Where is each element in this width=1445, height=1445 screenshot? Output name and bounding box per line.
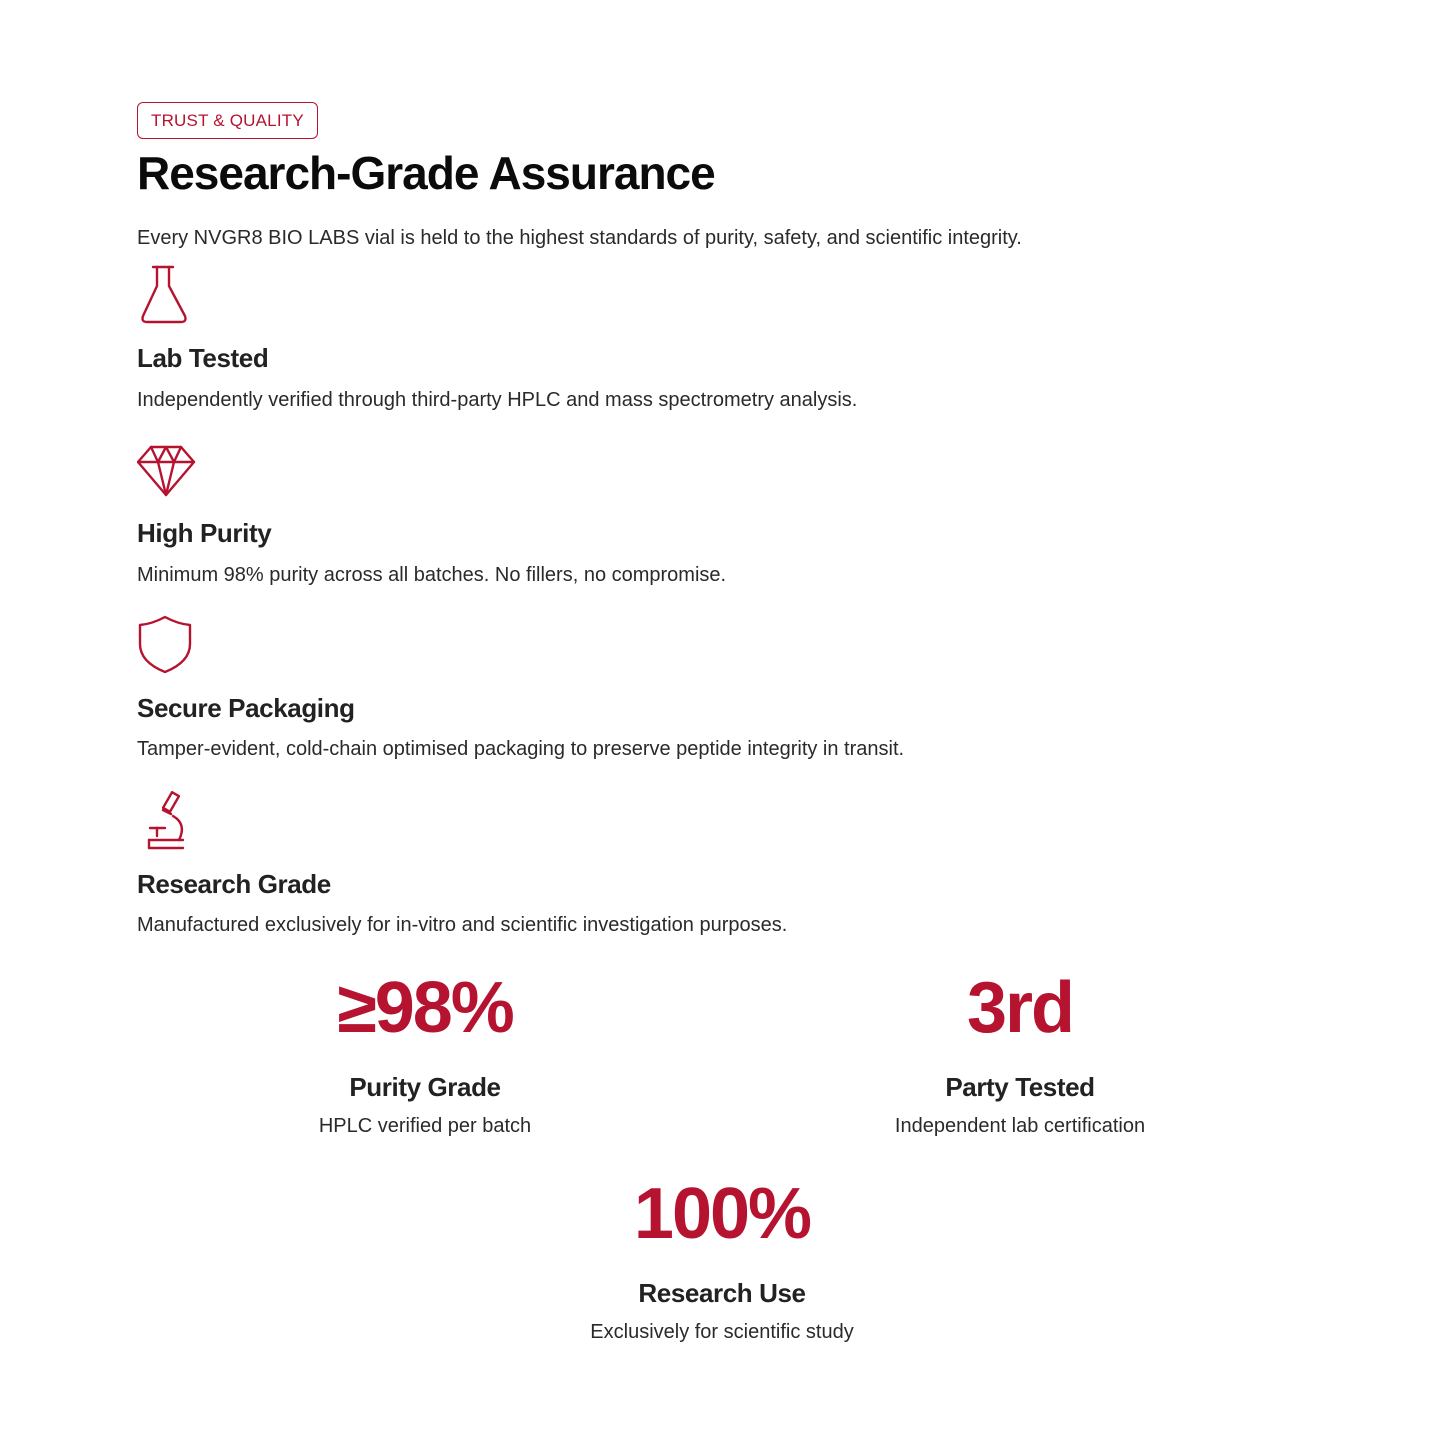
- stat-purity-grade: [225, 966, 625, 1140]
- shield-icon: [137, 614, 193, 674]
- stat-value: ≥98%: [337, 968, 513, 1048]
- page-title: Research-Grade Assurance: [137, 147, 715, 199]
- intro-text: Every NVGR8 BIO LABS vial is held to the highest standards of purity, safety, and scientific integrity.: [137, 227, 1022, 249]
- stat-value: 100%: [633, 1174, 811, 1254]
- stat-value: 3rd: [966, 968, 1074, 1048]
- feature-description: Minimum 98% purity across all batches. No fillers, no compromise.: [137, 564, 727, 586]
- feature-description: Tamper-evident, cold-chain optimised packaging to preserve peptide integrity in transit.: [137, 738, 905, 760]
- feature-title: Research Grade: [137, 869, 331, 899]
- section-badge: TRUST & QUALITY: [137, 102, 318, 139]
- stat-research-use: [522, 1172, 922, 1346]
- stat-caption: HPLC verified per batch: [318, 1115, 532, 1137]
- flask-icon: [137, 264, 193, 324]
- stat-party-tested: [820, 966, 1220, 1140]
- stat-label: Party Tested: [945, 1072, 1095, 1102]
- stat-label: Research Use: [638, 1278, 806, 1308]
- stat-caption: Independent lab certification: [894, 1115, 1146, 1137]
- microscope-icon: [137, 790, 193, 850]
- feature-title: High Purity: [137, 518, 272, 548]
- feature-title: Secure Packaging: [137, 693, 355, 723]
- trust-quality-section: [137, 0, 1307, 1445]
- stat-caption: Exclusively for scientific study: [590, 1321, 854, 1343]
- feature-title: Lab Tested: [137, 343, 269, 373]
- feature-description: Manufactured exclusively for in-vitro and scientific investigation purposes.: [137, 914, 788, 936]
- diamond-icon: [137, 444, 193, 504]
- stat-label: Purity Grade: [349, 1072, 501, 1102]
- feature-description: Independently verified through third-party HPLC and mass spectrometry analysis.: [137, 389, 858, 411]
